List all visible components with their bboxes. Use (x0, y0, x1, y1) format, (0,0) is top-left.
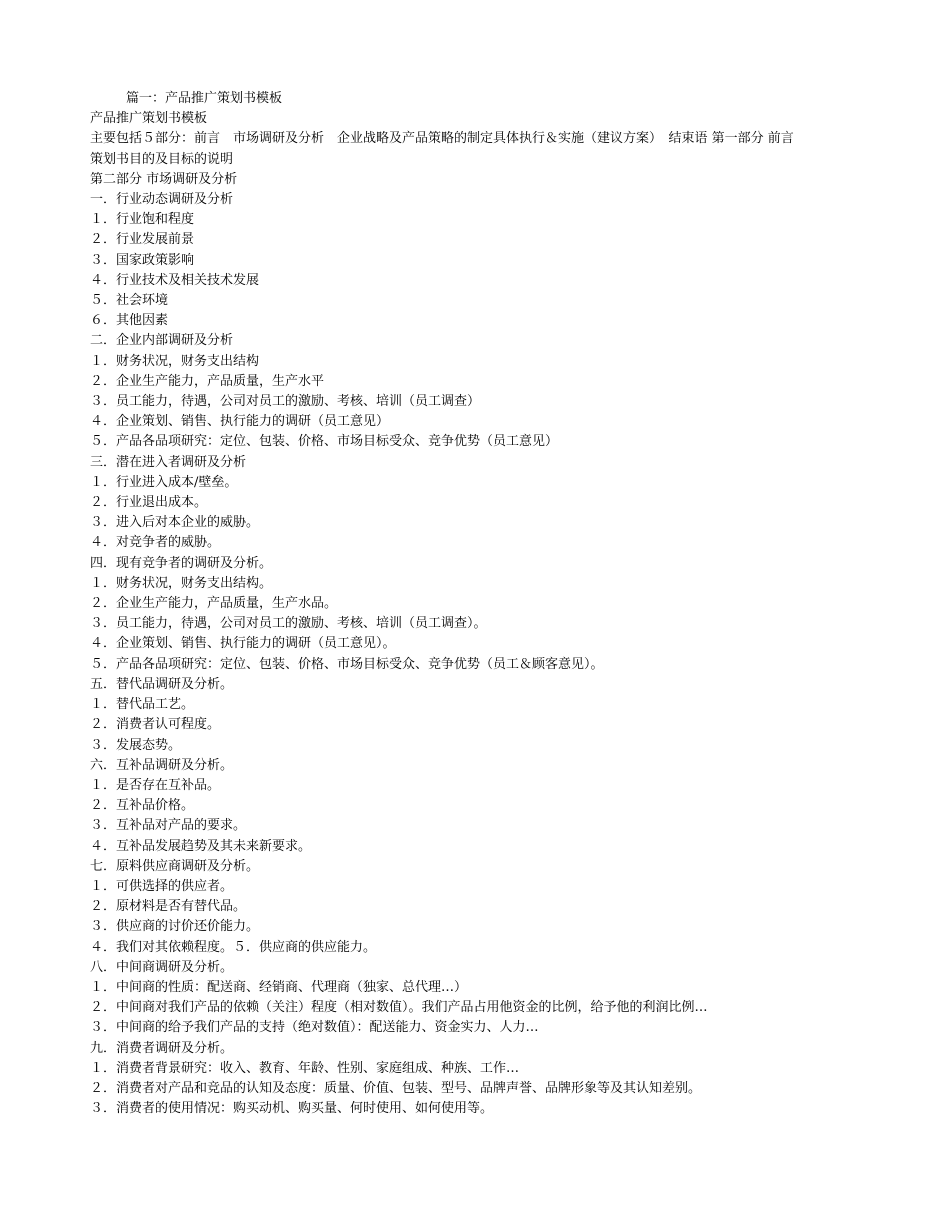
subsection-heading: 一．行业动态调研及分析 (90, 192, 234, 208)
list-item: ２．原材料是否有替代品。 (90, 899, 247, 915)
subsection-heading: 八．中间商调研及分析。 (90, 959, 234, 975)
list-item: １．是否存在互补品。 (90, 777, 221, 793)
document-paragraph: 主要包括５部分：前言 市场调研及分析 企业战略及产品策略的制定具体执行＆实施（建议方案） 结束语 第一部分 前言 (90, 131, 794, 147)
list-item: １．消费者背景研究：收入、教育、年龄、性别、家庭组成、种族、工作… (90, 1060, 520, 1076)
list-item: １．财务状况，财务支出结构。 (90, 575, 273, 591)
subsection-heading: 六．互补品调研及分析。 (90, 757, 234, 773)
list-item: ４．对竞争者的威胁。 (90, 535, 221, 551)
list-item: ４．我们对其依赖程度。５．供应商的供应能力。 (90, 939, 377, 955)
list-item: ２．中间商对我们产品的依赖（关注）程度（相对数值）。我们产品占用他资金的比例，给予他的利润比例… (90, 1000, 708, 1016)
subsection-heading: 二．企业内部调研及分析 (90, 333, 234, 349)
document-subtitle: 产品推广策划书模板 (90, 111, 208, 127)
list-item: ３．互补品对产品的要求。 (90, 818, 247, 834)
list-item: ５．社会环境 (90, 293, 169, 309)
document-line: 策划书目的及目标的说明 (90, 151, 234, 167)
list-item: ２．消费者认可程度。 (90, 717, 221, 733)
list-item: ５．产品各品项研究：定位、包装、价格、市场目标受众、竞争优势（员工意见） (90, 434, 559, 450)
list-item: ３．发展态势。 (90, 737, 182, 753)
document-title: 篇一：产品推广策划书模板 (126, 91, 283, 106)
subsection-heading: 七．原料供应商调研及分析。 (90, 858, 260, 874)
list-item: ２．企业生产能力，产品质量，生产水品。 (90, 596, 338, 612)
list-item: ５．产品各品项研究：定位、包装、价格、市场目标受众、竞争优势（员工＆顾客意见）。 (90, 656, 604, 672)
list-item: ４．企业策划、销售、执行能力的调研（员工意见） (90, 414, 390, 430)
list-item: ２．行业发展前景 (90, 232, 195, 248)
list-item: ３．进入后对本企业的威胁。 (90, 515, 260, 531)
document-page (90, 89, 870, 1119)
list-item: １．行业饱和程度 (90, 212, 195, 228)
list-item: ２．消费者对产品和竞品的认知及态度：质量、价值、包装、型号、品牌声誉、品牌形象等及其认知差别。 (90, 1080, 702, 1096)
section-heading: 第二部分 市场调研及分析 (90, 171, 238, 187)
list-item: ３．供应商的讨价还价能力。 (90, 919, 260, 935)
list-item: ４．企业策划、销售、执行能力的调研（员工意见）。 (90, 636, 396, 652)
list-item: ３．消费者的使用情况：购买动机、购买量、何时使用、如何使用等。 (90, 1101, 494, 1117)
list-item: １．财务状况，财务支出结构 (90, 353, 260, 369)
list-item: ６．其他因素 (90, 313, 169, 329)
list-item: ４．行业技术及相关技术发展 (90, 272, 260, 288)
list-item: １．行业进入成本/壁垒。 (90, 474, 238, 490)
list-item: ４．互补品发展趋势及其未来新要求。 (90, 838, 312, 854)
list-item: １．替代品工艺。 (90, 697, 195, 713)
list-item: ３．国家政策影响 (90, 252, 195, 268)
list-item: ３．中间商的给予我们产品的支持（绝对数值）：配送能力、资金实力、人力… (90, 1020, 539, 1036)
list-item: ２．行业退出成本。 (90, 495, 208, 511)
list-item: ３．员工能力，待遇，公司对员工的激励、考核、培训（员工调查） (90, 394, 481, 410)
list-item: １．可供选择的供应者。 (90, 878, 234, 894)
subsection-heading: 四．现有竞争者的调研及分析。 (90, 555, 273, 571)
subsection-heading: 九．消费者调研及分析。 (90, 1040, 234, 1056)
list-item: ２．企业生产能力，产品质量，生产水平 (90, 373, 325, 389)
list-item: １．中间商的性质：配送商、经销商、代理商（独家、总代理…） (90, 979, 468, 995)
subsection-heading: 三．潜在进入者调研及分析 (90, 454, 247, 470)
subsection-heading: 五．替代品调研及分析。 (90, 676, 234, 692)
list-item: ３．员工能力，待遇，公司对员工的激励、考核、培训（员工调查）。 (90, 616, 487, 632)
list-item: ２．互补品价格。 (90, 798, 195, 814)
